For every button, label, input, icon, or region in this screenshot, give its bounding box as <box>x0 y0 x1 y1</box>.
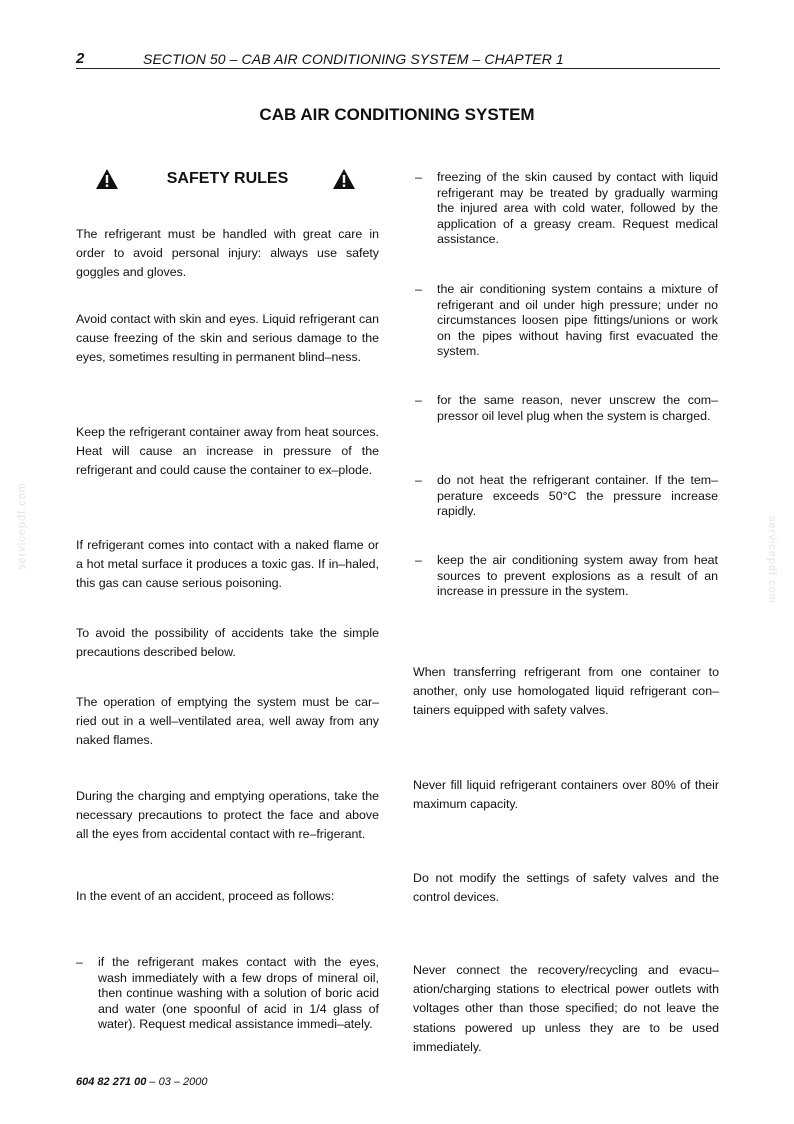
bullet-item <box>415 282 718 360</box>
paragraph: Never connect the recovery/recycling and evacu–ation/charging stations to electrical power outlets with voltages other than those specified; do not leave the stations powered up unless they are to be used immediately. <box>413 963 719 1054</box>
safety-rules-label: SAFETY RULES <box>166 170 289 187</box>
bullet-text: the air conditioning system contains a mixture of refrigerant and oil under high pressure; under no circumstances loosen pipe fittings/unions or work on the pipes without having first evacuated the system. <box>437 282 718 359</box>
page-footer <box>76 1076 208 1088</box>
bullet-marker: – <box>415 473 422 487</box>
bullet-marker: – <box>415 553 422 567</box>
bullet-item <box>76 955 379 1033</box>
paragraph: Never fill liquid refrigerant containers over 80% of their maximum capacity. <box>413 778 719 812</box>
paragraph: To avoid the possibility of accidents take the simple precautions described below. <box>76 626 379 660</box>
bullet-item <box>415 170 718 248</box>
safety-rules-heading <box>95 166 360 192</box>
bullet-item <box>415 393 718 424</box>
paragraph: Keep the refrigerant container away from heat sources. Heat will cause an increase in pressure of the refrigerant and could cause the container to ex–plode. <box>76 425 379 478</box>
bullet-text: keep the air conditioning system away from heat sources to prevent explosions as a result of an increase in pressure in the system. <box>437 553 718 599</box>
watermark: servicepdf.com <box>766 516 778 604</box>
paragraph: Do not modify the settings of safety valves and the control devices. <box>413 871 719 905</box>
page-title: CAB AIR CONDITIONING SYSTEM <box>259 105 535 124</box>
document-number: 604 82 271 00 <box>76 1076 147 1088</box>
warning-triangle-icon <box>332 168 356 190</box>
paragraph: During the charging and emptying operations, take the necessary precautions to protect the face and above all the eyes from accidental contact with re–frigerant. <box>76 789 379 842</box>
bullet-marker: – <box>415 393 422 407</box>
document-date: – 03 – 2000 <box>149 1076 208 1088</box>
bullet-marker: – <box>415 282 422 296</box>
bullet-text: if the refrigerant makes contact with the eyes, wash immediately with a few drops of mineral oil, then continue washing with a solution of boric acid and water (one spoonful of acid in 1/4 glass of water). Request medical assistance immedi–ately. <box>98 955 379 1032</box>
bullet-item <box>415 473 718 520</box>
paragraph: When transferring refrigerant from one container to another, only use homologated liquid refrigerant con–tainers equipped with safety valves. <box>413 665 719 718</box>
paragraph: If refrigerant comes into contact with a naked flame or a hot metal surface it produces a toxic gas. If in–haled, this gas can cause serious poisoning. <box>76 538 379 591</box>
bullet-marker: – <box>76 955 83 969</box>
bullet-marker: – <box>415 170 422 184</box>
watermark: servicepdf.com <box>16 482 28 570</box>
header-rule <box>76 68 720 69</box>
bullet-item <box>415 553 718 600</box>
paragraph: The refrigerant must be handled with great care in order to avoid personal injury: always use safety goggles and gloves. <box>76 227 379 280</box>
section-title: SECTION 50 – CAB AIR CONDITIONING SYSTEM – CHAPTER 1 <box>143 51 564 67</box>
paragraph: Avoid contact with skin and eyes. Liquid refrigerant can cause freezing of the skin and serious damage to the eyes, sometimes resulting in permanent blind–ness. <box>76 312 379 365</box>
page-number: 2 <box>76 50 85 67</box>
paragraph: The operation of emptying the system must be car–ried out in a well–ventilated area, well away from any naked flames. <box>76 695 379 748</box>
bullet-text: freezing of the skin caused by contact with liquid refrigerant may be treated by gradually warming the injured area with cold water, followed by the application of a greasy cream. Request medical assistance. <box>437 170 718 247</box>
bullet-text: for the same reason, never unscrew the com–pressor oil level plug when the system is charged. <box>437 393 718 423</box>
paragraph: In the event of an accident, proceed as follows: <box>76 889 335 903</box>
bullet-text: do not heat the refrigerant container. If the tem–perature exceeds 50°C the pressure increase rapidly. <box>437 473 718 519</box>
